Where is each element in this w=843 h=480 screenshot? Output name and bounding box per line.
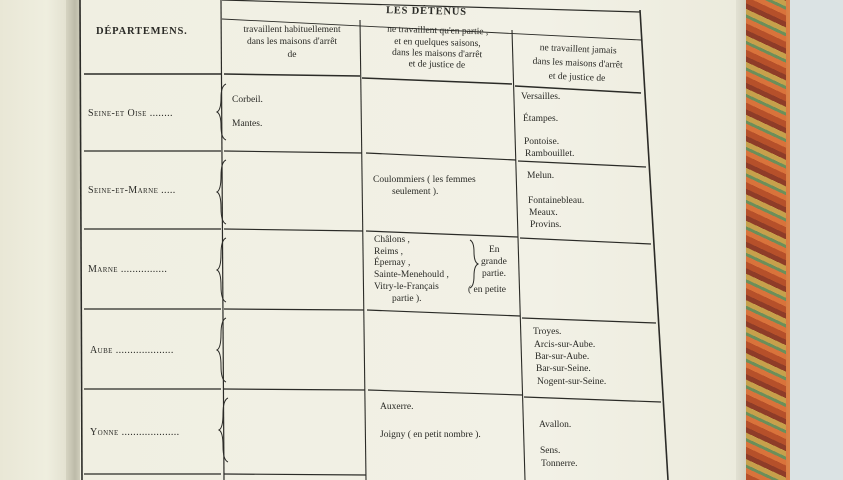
cell-jamais: Melun. (527, 171, 555, 181)
cell-partie-note: En (489, 245, 500, 255)
brace-row-3 (217, 238, 226, 302)
cell-partie-note: ( en petite (468, 285, 506, 295)
rule-header-bottom-b (224, 74, 360, 76)
cell-partie: Châlons , (374, 235, 410, 245)
header-habituel-line: dans les maisons d'arrêt (246, 37, 338, 47)
header-jamais-line: ne travaillent jamais (539, 43, 617, 57)
cell-partie: seulement ). (392, 187, 439, 197)
rule-outer-right (640, 10, 668, 480)
brace-row-4 (217, 318, 226, 382)
rule-row-1c (366, 153, 516, 160)
cell-partie: Coulommiers ( les femmes (373, 175, 476, 185)
cell-jamais: Arcis-sur-Aube. (534, 340, 596, 350)
cell-partie: Épernay , (374, 258, 411, 268)
cell-jamais: Avallon. (539, 420, 572, 430)
cell-jamais: Versailles. (521, 92, 561, 102)
cell-jamais: Bar-sur-Seine. (536, 364, 591, 374)
rule-row-3b (224, 309, 364, 310)
dept-marne: Marne ................ (88, 264, 168, 275)
header-jamais-line: et de justice de (548, 71, 606, 84)
dept-seine-et-oise: Seine-et Oise ........ (88, 108, 173, 119)
header-habituel-line: travaillent habituellement (243, 25, 341, 35)
cell-jamais: Pontoise. (524, 137, 560, 147)
rule-header-bottom-c (362, 78, 512, 84)
rule-row-4b (224, 389, 365, 390)
cell-jamais: Bar-sur-Aube. (535, 352, 590, 362)
cell-partie: partie ). (392, 294, 422, 304)
cell-partie: Sainte-Menehould , (374, 270, 449, 280)
cell-jamais: Fontainebleau. (528, 196, 585, 206)
rule-row-2d (520, 238, 651, 244)
cell-habituel: Mantes. (232, 119, 263, 129)
rule-row-1d (518, 161, 646, 167)
rule-row-5b (224, 474, 366, 475)
brace-row-2 (217, 160, 226, 224)
cell-jamais: Étampes. (523, 114, 559, 124)
header-habituel-line: de (287, 50, 297, 60)
header-partie-line: dans les maisons d'arrêt (391, 47, 483, 61)
dept-seine-et-marne: Seine-et-Marne ..... (88, 185, 176, 196)
rule-row-4d (524, 397, 661, 402)
header-partie-line: ne travaillent qu'en partie , (387, 24, 489, 38)
rule-row-2b (224, 229, 363, 231)
cell-partie-note: partie. (482, 269, 507, 279)
header-departements: DÉPARTEMENS. (96, 26, 188, 37)
header-les-detenus: LES DÉTENUS (385, 5, 467, 18)
dept-yonne: Yonne .................... (90, 427, 180, 438)
cell-partie: Reims , (374, 247, 404, 257)
cell-jamais: Sens. (540, 446, 561, 456)
cell-jamais: Rambouillet. (525, 149, 575, 159)
cell-partie: Auxerre. (380, 402, 414, 412)
rule-outer-left (80, 0, 82, 480)
rule-col-2 (360, 20, 366, 480)
header-jamais-line: dans les maisons d'arrêt (532, 56, 623, 71)
rule-row-3d (522, 318, 656, 323)
brace-marne (470, 240, 478, 288)
cell-jamais: Nogent-sur-Seine. (537, 377, 607, 387)
cell-partie: Joigny ( en petit nombre ). (380, 430, 481, 440)
header-partie-line: et en quelques saisons, (394, 36, 481, 50)
cell-jamais: Tonnerre. (541, 459, 578, 469)
cell-jamais: Troyes. (533, 327, 562, 337)
cell-jamais: Meaux. (529, 208, 558, 218)
cell-habituel: Corbeil. (232, 95, 263, 105)
header-partie-line: et de justice de (408, 59, 466, 71)
rule-row-3c (367, 310, 520, 316)
rule-row-1b (224, 151, 362, 153)
cell-partie-note: grande (481, 257, 507, 267)
dept-aube: Aube .................... (90, 345, 174, 356)
cell-partie: Vitry-le-Français (374, 282, 439, 292)
cell-jamais: Provins. (530, 220, 562, 230)
rule-row-4c (368, 390, 522, 395)
